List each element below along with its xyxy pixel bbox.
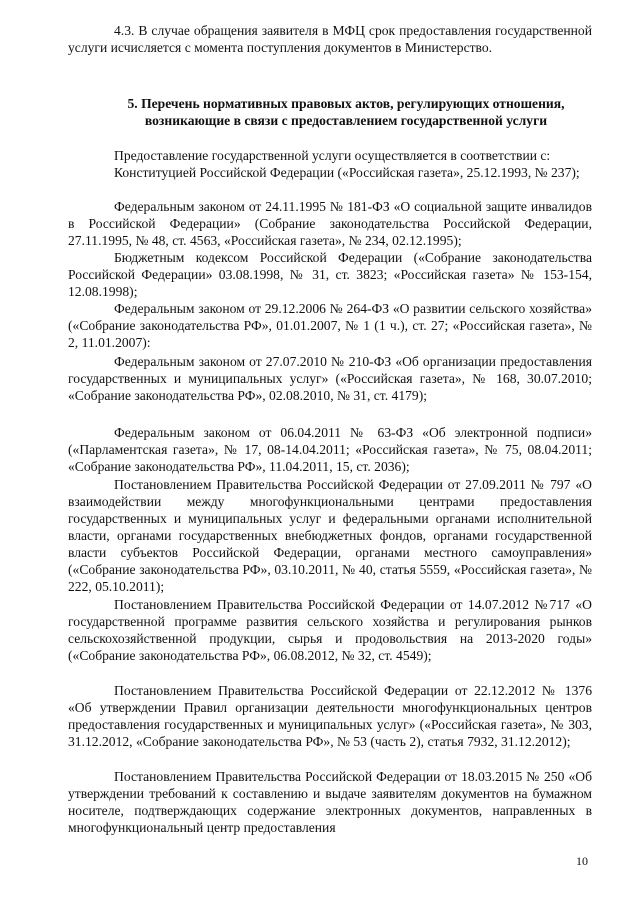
paragraph-constitution: Конституцией Российской Федерации («Российская газета», 25.12.1993, № 237); xyxy=(114,165,580,180)
paragraph-resolution-1376: Постановлением Правительства Российской Федерации от 22.12.2012 № 1376 «Об утверждении Правил организации деятельности многофункциональных центров предоставления государственных и муниципальных услуг» («Российская газета», № 303, 31.12.2012, «Собрание законодательства РФ», № 53 (часть 2), статья 7932, 31.12.2012); xyxy=(68,683,592,749)
paragraph-law-181: Федеральным законом от 24.11.1995 № 181-ФЗ «О социальной защите инвалидов в Российской Федерации» (Собрание законодательства Российской Федерации, 27.11.1995, № 48, ст. 4563, «Российская газета», № 234, 02.12.1995); xyxy=(68,199,592,248)
paragraph-resolution-797: Постановлением Правительства Российской Федерации от 27.09.2011 № 797 «О взаимодействии между многофункциональными центрами предоставления государственных и муниципальных услуг и федеральными органами исполнительной власти, органами государственных внебюджетных фондов, органами государственной власти субъектов Российской Федерации, органами местного самоуправления» («Собрание законодательства РФ», 03.10.2011, № 40, статья 5559, «Российская газета», № 222, 05.10.2011); xyxy=(68,477,592,594)
paragraph-law-63: Федеральным законом от 06.04.2011 № 63-ФЗ «Об электронной подписи» («Парламентская газета», № 17, 08-14.04.2011; «Российская газета», № 75, 08.04.2011; «Собрание законодательства РФ», 11.04.2011, 15, ст. 2036); xyxy=(68,425,592,474)
paragraph-resolution-250: Постановлением Правительства Российской Федерации от 18.03.2015 № 250 «Об утверждении требований к составлению и выдаче заявителям документов на бумажном носителе, подтверждающих содержание электронных документов, направленных в многофункциональный центр предоставления xyxy=(68,769,592,835)
paragraph-resolution-717: Постановлением Правительства Российской Федерации от 14.07.2012 №717 «О государственной программе развития сельского хозяйства и регулирования рынков сельскохозяйственной продукции, сырья и продовольствия на 2013-2020 годы» («Собрание законодательства РФ», 06.08.2012, № 32, ст. 4549); xyxy=(68,597,592,663)
paragraph-law-210: Федеральным законом от 27.07.2010 № 210-ФЗ «Об организации предоставления государственных и муниципальных услуг» («Российская газета», № 168, 30.07.2010; «Собрание законодательства РФ», 02.08.2010, № 31, ст. 4179); xyxy=(68,354,592,403)
paragraph-law-264: Федеральным законом от 29.12.2006 № 264-ФЗ «О развитии сельского хозяйства» («Собрание законодательства РФ», 01.01.2007, № 1 (1 ч.), ст. 27; «Российская газета», № 2, 11.01.2007): xyxy=(68,301,592,350)
paragraph-intro: Предоставление государственной услуги осуществляется в соответствии с: xyxy=(114,148,551,163)
section-title: 5. Перечень нормативных правовых актов, регулирующих отношения, возникающие в связи с предоставлением государственной услуги xyxy=(127,96,565,128)
paragraph-4-3: 4.3. В случае обращения заявителя в МФЦ срок предоставления государственной услуги исчисляется с момента поступления документов в Министерство. xyxy=(68,23,592,55)
page-number: 10 xyxy=(576,854,588,868)
paragraph-budget-code: Бюджетным кодексом Российской Федерации («Собрание законодательства Российской Федерации» 03.08.1998, № 31, ст. 3823; «Российская газета» № 153-154, 12.08.1998); xyxy=(68,250,592,299)
